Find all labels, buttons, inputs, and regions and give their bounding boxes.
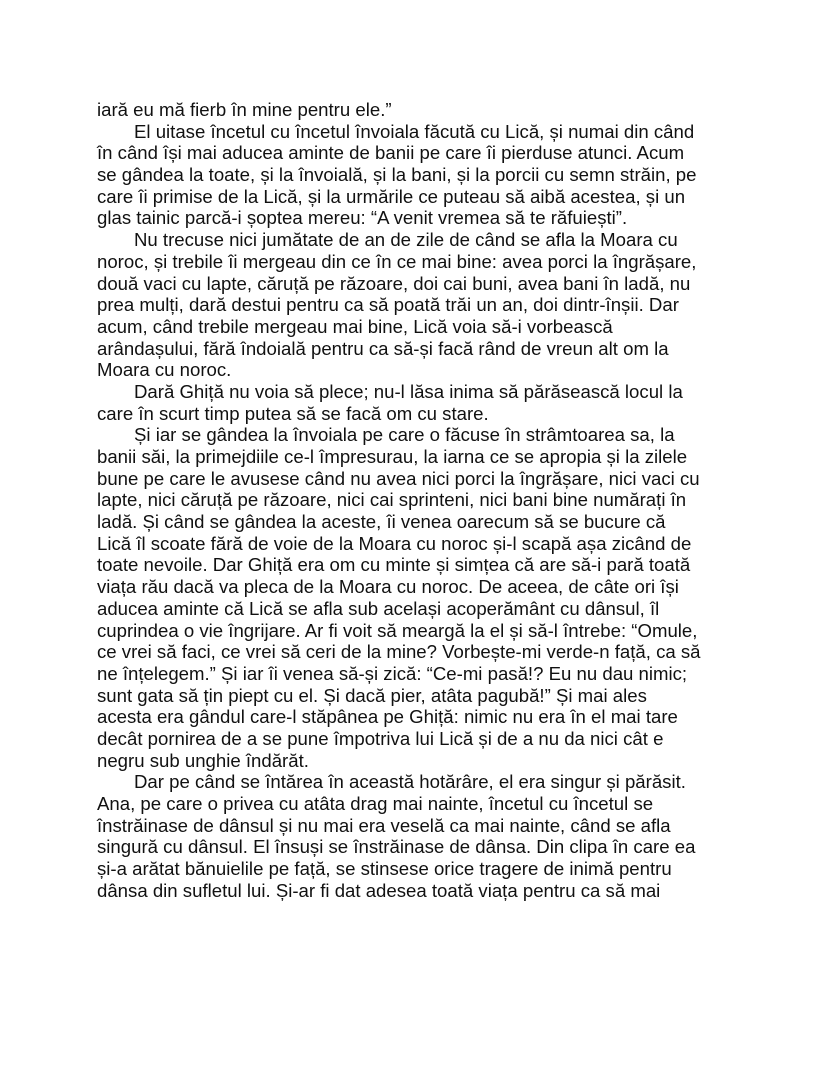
paragraph bbox=[97, 424, 757, 771]
text-line: iară eu mă fierb în mine pentru ele.” bbox=[97, 99, 392, 120]
text-line: în când își mai aducea aminte de banii pe care îi pierduse atunci. Acum bbox=[97, 142, 685, 164]
text-line: acesta era gândul care-l stăpânea pe Ghiță: nimic nu era în el mai tare bbox=[97, 706, 678, 728]
text-line: două vaci cu lapte, căruță pe răzoare, doi cai buni, avea bani în ladă, nu bbox=[97, 272, 691, 294]
text-line: Dar pe când se întărea în această hotărâre, el era singur și părăsit. bbox=[134, 771, 686, 793]
text-line: bune pe care le avusese când nu avea nici porci la îngrășare, nici vaci cu bbox=[97, 467, 700, 489]
text-line: Nu trecuse nici jumătate de an de zile de când se afla la Moara cu bbox=[134, 229, 678, 251]
text-line: care îi primise de la Lică, și la urmările ce puteau să aibă acestea, și un bbox=[97, 185, 686, 207]
paragraph bbox=[97, 381, 757, 424]
paragraph bbox=[97, 229, 757, 381]
text-line: viața rău dacă va pleca de la Moara cu noroc. De aceea, de câte ori își bbox=[97, 576, 679, 598]
text-line: noroc, și trebile îi mergeau din ce în ce mai bine: avea porci la îngrășare, bbox=[97, 250, 697, 272]
text-line: lapte, nici căruță pe răzoare, nici cai sprinteni, nici bani bine numărați în bbox=[97, 489, 687, 511]
paragraph bbox=[97, 121, 757, 229]
text-line: Dară Ghiță nu voia să plece; nu-l lăsa inima să părăsească locul la bbox=[134, 380, 683, 402]
text-line: înstrăinase de dânsul și nu mai era veselă ca mai nainte, când se afla bbox=[97, 814, 671, 836]
paragraph bbox=[97, 771, 757, 901]
text-line: cuprindea o vie îngrijare. Ar fi voit să meargă la el și să-l întrebe: “Omule, bbox=[97, 619, 698, 641]
text-line: ladă. Și când se gândea la aceste, îi venea oarecum să se bucure că bbox=[97, 511, 666, 533]
text-line: glas tainic parcă-i șoptea mereu: “A venit vremea să te răfuiești”. bbox=[97, 207, 628, 229]
text-line: arândașului, fără îndoială pentru ca să-și facă rând de vreun alt om la bbox=[97, 337, 669, 359]
text-line: negru sub unghie îndărăt. bbox=[97, 749, 309, 771]
text-line: decât pornirea de a se pune împotriva lui Lică și de a nu da nici cât e bbox=[97, 727, 664, 749]
text-line: Și iar se gândea la învoiala pe care o făcuse în strâmtoarea sa, la bbox=[134, 424, 675, 446]
text-line: prea mulți, dară destui pentru ca să poată trăi un an, doi dintr-înșii. Dar bbox=[97, 294, 679, 316]
text-line: toate nevoile. Dar Ghiță era om cu minte și simțea că are să-i pară toată bbox=[97, 554, 691, 576]
text-line: aducea aminte că Lică se afla sub același acoperământ cu dânsul, îl bbox=[97, 597, 660, 619]
text-line: singură cu dânsul. El însuși se înstrăinase de dânsa. Din clipa în care ea bbox=[97, 836, 696, 858]
text-line: Ana, pe care o privea cu atâta drag mai nainte, încetul cu încetul se bbox=[97, 793, 654, 814]
text-line: se gândea la toate, și la învoială, și la bani, și la porcii cu semn străin, pe bbox=[97, 164, 697, 186]
text-line: acum, când trebile mergeau mai bine, Lică voia să-i vorbească bbox=[97, 315, 613, 337]
text-line: care în scurt timp putea să se facă om cu stare. bbox=[97, 402, 489, 424]
paragraph bbox=[97, 99, 757, 121]
document-page bbox=[97, 99, 757, 901]
text-line: banii săi, la primejdiile ce-l împresurau, la iarna ce se apropia și la zilele bbox=[97, 446, 688, 467]
text-line: dânsa din sufletul lui. Și-ar fi dat adesea toată viața pentru ca să mai bbox=[97, 879, 661, 901]
text-line: Lică îl scoate fără de voie de la Moara cu noroc și-l scapă așa zicând de bbox=[97, 532, 692, 554]
text-line: El uitase încetul cu încetul învoiala făcută cu Lică, și numai din când bbox=[134, 120, 695, 142]
text-line: sunt gata să țin piept cu el. Și dacă pier, atâta pagubă!” Și mai ales bbox=[97, 684, 647, 706]
text-line: Moara cu noroc. bbox=[97, 359, 232, 381]
text-line: ne înțelegem.” Și iar îi venea să-și zică: “Ce-mi pasă!? Eu nu dau nimic; bbox=[97, 662, 688, 684]
text-line: ce vrei să faci, ce vrei să ceri de la mine? Vorbește-mi verde-n față, ca să bbox=[97, 641, 701, 663]
text-line: și-a arătat bănuielile pe față, se stinsese orice tragere de inimă pentru bbox=[97, 858, 672, 880]
